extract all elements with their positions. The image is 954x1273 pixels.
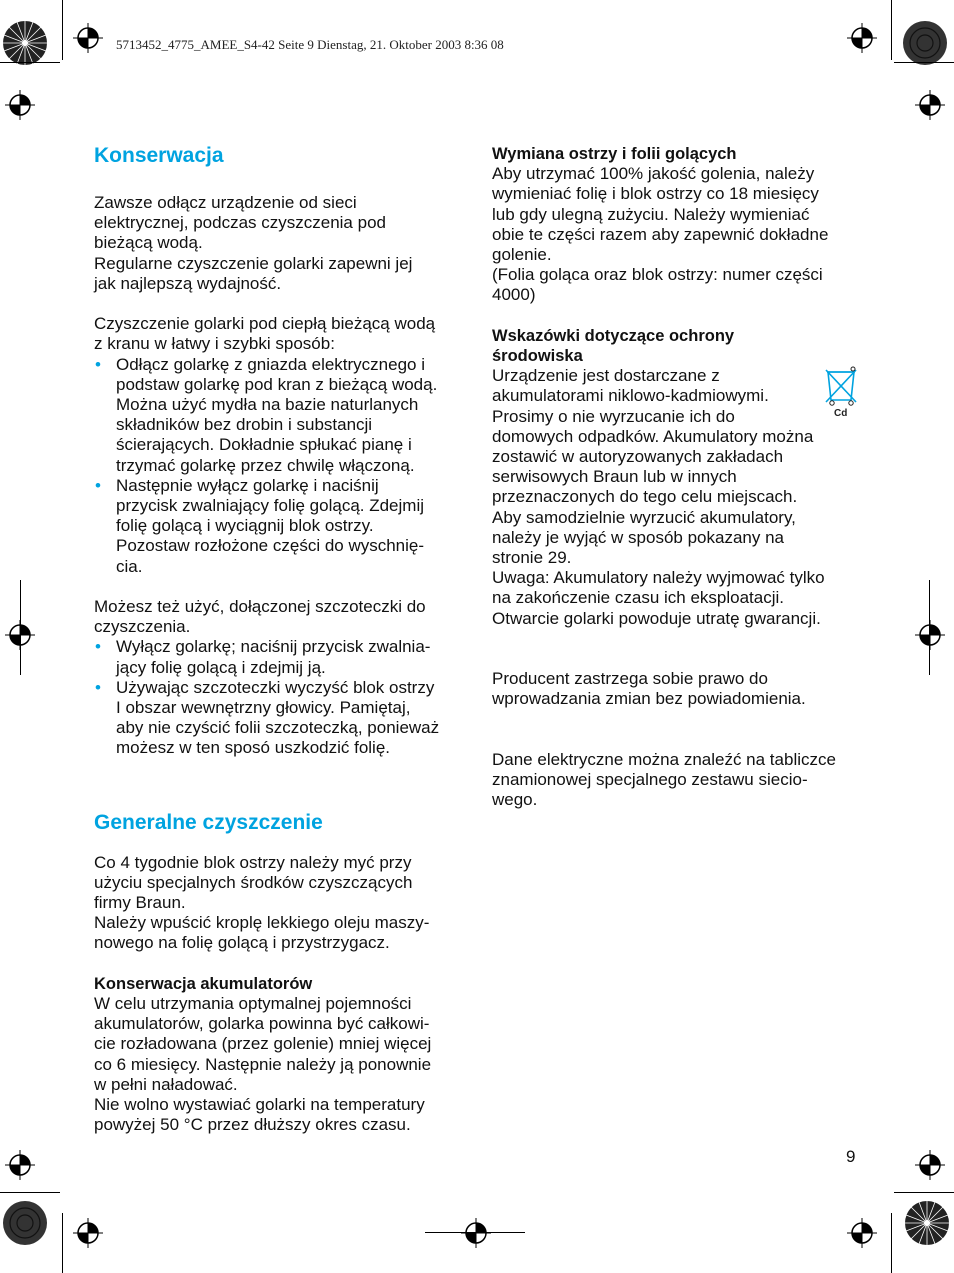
paragraph: Zawsze odłącz urządzenie od sieci elektrycznej, podczas czyszczenia pod bieżącą wodą. Regularne czyszczenie golarki zapewni jej jak najlepszą wydajność.: [94, 193, 413, 293]
list-item: • Wyłącz golarkę; naciśnij przycisk zwalnia- jący folię golącą i zdejmij ją.: [95, 637, 431, 677]
crop-line: [891, 1213, 892, 1273]
paragraph: Aby utrzymać 100% jakość golenia, należy wymieniać folię i blok ostrzy co 18 miesięcy lub gdy ulegną zużyciu. Należy wymieniać obie te części razem aby zapewnić dokładne golenie. (Folia goląca oraz blok ostrzy: numer części 4000): [492, 164, 829, 305]
sunburst-mark-top-right: [902, 20, 948, 66]
crossed-bin-cd-icon: [824, 366, 858, 418]
paragraph: Dane elektryczne można znaleźć na tabliczce znamionowej specjalnego zestawu siecio- wego.: [492, 750, 836, 810]
left-column: [94, 140, 466, 1135]
crop-line: [894, 62, 954, 63]
bullet-list: [94, 637, 466, 758]
print-slug: 5713452_4775_AMEE_S4-42 Seite 9 Dienstag, 21. Oktober 2003 8:36 08: [116, 37, 504, 52]
registration-mark-bottom-right: [847, 1218, 877, 1248]
crop-line: [20, 580, 21, 675]
paragraph: Możesz też użyć, dołączonej szczoteczki do czyszczenia.: [94, 597, 426, 637]
crop-line: [62, 0, 63, 60]
bullet-icon: •: [95, 637, 101, 657]
registration-mark-top-left: [73, 23, 103, 53]
crop-line: [0, 1192, 60, 1193]
crop-line: [891, 0, 892, 60]
subheading-battery-care: Konserwacja akumulatorów: [94, 974, 313, 993]
bullet-icon: •: [95, 677, 101, 697]
crop-line: [929, 580, 930, 675]
paragraph: Co 4 tygodnie blok ostrzy należy myć przy użyciu specjalnych środków czyszczących firmy Braun. Należy wpuścić kroplę lekkiego oleju maszy- nowego na folię golącą i przystrzygacz.: [94, 852, 430, 953]
section-title-generalne-czyszczenie: Generalne czyszczenie: [94, 810, 323, 834]
list-item: • Odłącz golarkę z gniazda elektrycznego i podstaw golarkę pod kran z bieżącą wodą. Można użyć mydła na bazie naturlanych składników bez drobin i substancji ścierających. Dokładnie spłukać pianę i trzymać golarkę przez chwilę włączoną.: [95, 354, 438, 475]
cd-label: Cd: [834, 408, 848, 419]
registration-mark-left-upper: [5, 90, 35, 120]
registration-mark-right-upper: [915, 90, 945, 120]
bullet-icon: •: [95, 475, 101, 495]
crop-line: [425, 1232, 525, 1233]
registration-mark-bottom-left: [73, 1218, 103, 1248]
crop-line: [62, 1213, 63, 1273]
paragraph: Czyszczenie golarki pod ciepłą bieżącą wodą z kranu w łatwy i szybki sposób:: [94, 314, 436, 354]
registration-mark-right-lower: [915, 1150, 945, 1180]
paragraph: Producent zastrzega sobie prawo do wprowadzania zmian bez powiadomienia.: [492, 669, 806, 709]
list-item: • Następnie wyłącz golarkę i naciśnij przycisk zwalniający folię golącą. Zdejmij folię golącą i wyciągnij blok ostrzy. Pozostaw rozłożone części do wyschnię- cia.: [95, 475, 425, 576]
crop-line: [894, 1192, 954, 1193]
crop-line: [0, 62, 60, 63]
registration-mark-top-right: [847, 23, 877, 53]
sunburst-mark-bottom-left: [2, 1200, 48, 1246]
sunburst-mark-bottom-right: [904, 1200, 950, 1246]
section-title-konserwacja: Konserwacja: [94, 144, 224, 167]
registration-mark-left-lower: [5, 1150, 35, 1180]
page-number: 9: [846, 1147, 856, 1166]
bullet-list: [94, 355, 466, 577]
right-column: Wymiana ostrzy i folii golących Aby utrzymać 100% jakość golenia, należy wymieniać folię i blok ostrzy co 18 miesięcy lub gdy ulegną zużyciu. Należy wymieniać obie te części razem aby zapewnić dokładne golenie. (Folia goląca oraz blok ostrzy: numer części 4000) Wskazówki dotyczące ochrony środowiska Cd Urządzenie jest dostarczane z akumulatorami niklowo-kadmiowymi. Prosimy o nie wyrzucanie ich do domowych odpadków. Akumulatory można zostawić w autoryzowanych zakładach serwisowych Braun lub w innych przeznaczonych do tego celu miejscach. Aby samodzielnie wyrzucić akumulatory, należy je wyjąć w sposób pokazany na stronie 29. Uwaga: Akumulatory należy wyjmować tylko na zakończenie czasu ich eksploatacji. Otwarcie golarki powoduje utratę gwarancji. Producent zastrzega sobie prawo do wprowadzania zmian bez powiadomienia. Dane elektryczne można znaleźć na tabliczce znamionowej specjalnego zestawu siecio- wego.: [492, 144, 864, 811]
list-item: • Używając szczoteczki wyczyść blok ostrzy I obszar wewnętrzny głowicy. Pamiętaj, aby nie czyścić folii szczoteczką, ponieważ możesz w ten sposó uszkodzić folię.: [95, 677, 440, 758]
paragraph: W celu utrzymania optymalnej pojemności akumulatorów, golarka powinna być całkowi- cie rozładowana (przez golenie) mniej więcej co 6 miesięcy. Następnie należy ją ponownie w pełni naładować. Nie wolno wystawiać golarki na temperatury powyżej 50 °C przez dłuższy okres czasu.: [94, 994, 432, 1135]
subheading-replacement: Wymiana ostrzy i folii golących: [492, 145, 737, 163]
registration-mark-right-middle: [915, 620, 945, 650]
bullet-icon: •: [95, 354, 101, 374]
registration-mark-bottom-center: [461, 1218, 491, 1248]
subheading-environment: Wskazówki dotyczące ochrony: [492, 326, 735, 345]
sunburst-mark-top-left: [2, 20, 48, 66]
paragraph: Cd Urządzenie jest dostarczane z akumulatorami niklowo-kadmiowymi. Prosimy o nie wyrzucanie ich do domowych odpadków. Akumulatory można zostawić w autoryzowanych zakładach serwisowych Braun lub w innych przeznaczonych do tego celu miejscach. Aby samodzielnie wyrzucić akumulatory, należy je wyjąć w sposób pokazany na stronie 29. Uwaga: Akumulatory należy wyjmować tylko na zakończenie czasu ich eksploatacji. Otwarcie golarki powoduje utratę gwarancji.: [492, 366, 864, 629]
